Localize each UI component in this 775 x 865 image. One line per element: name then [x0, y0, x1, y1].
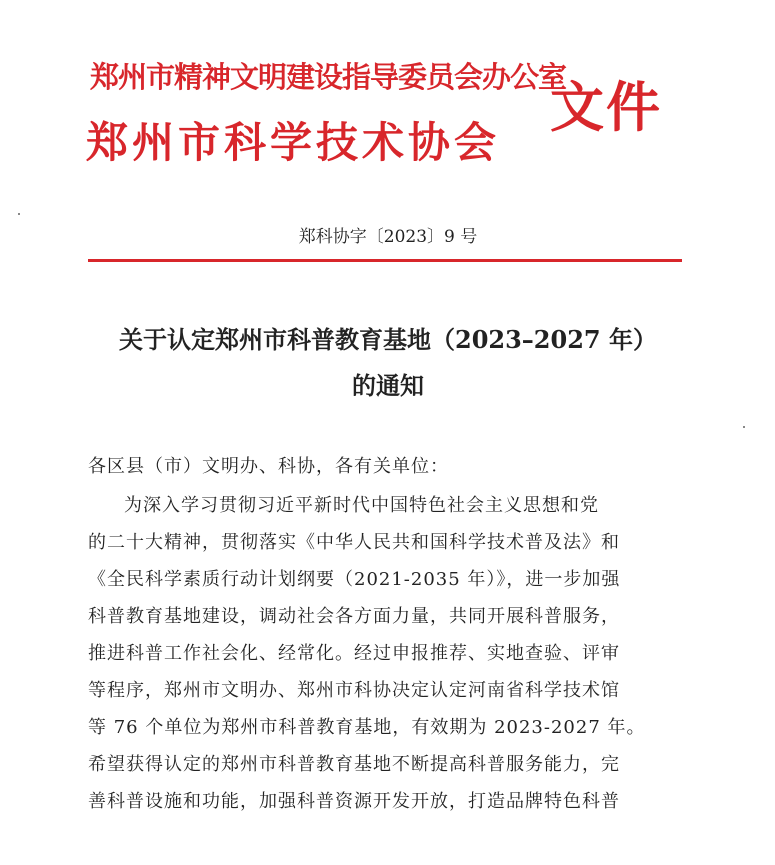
- issuer-office-name: 郑州市精神文明建设指导委员会办公室: [90, 60, 567, 94]
- body-line: 为深入学习贯彻习近平新时代中国特色社会主义思想和党: [124, 495, 599, 516]
- body-line: 等程序，郑州市文明办、郑州市科协决定认定河南省科学技术馆: [88, 680, 620, 701]
- document-title-line-1: 关于认定郑州市科普教育基地（2023–2027 年）: [119, 325, 657, 354]
- body-line: 希望获得认定的郑州市科普教育基地不断提高科普服务能力，完: [88, 754, 620, 775]
- body-line: 推进科普工作社会化、经常化。经过申报推荐、实地查验、评审: [88, 643, 620, 664]
- document-number: 郑科协字〔2023〕9 号: [298, 227, 478, 247]
- body-line: 善科普设施和功能，加强科普资源开发开放，打造品牌特色科普: [88, 791, 620, 812]
- issuer-association-name: 郑州市科学技术协会: [86, 118, 501, 167]
- body-line: 《全民科学素质行动计划纲要（2021-2035 年）》，进一步加强: [88, 569, 621, 590]
- body-line: 的二十大精神，贯彻落实《中华人民共和国科学技术普及法》和: [88, 532, 620, 553]
- scan-speck: [743, 426, 745, 428]
- document-type-label: 文件: [550, 75, 662, 139]
- header-divider: [88, 259, 682, 262]
- body-line: 等 76 个单位为郑州市科普教育基地，有效期为 2023-2027 年。: [88, 717, 646, 738]
- salutation: 各区县（市）文明办、科协，各有关单位：: [88, 456, 449, 477]
- document-title-line-2: 的通知: [352, 371, 424, 400]
- body-line: 科普教育基地建设，调动社会各方面力量，共同开展科普服务，: [88, 606, 620, 627]
- scan-speck: [18, 213, 20, 215]
